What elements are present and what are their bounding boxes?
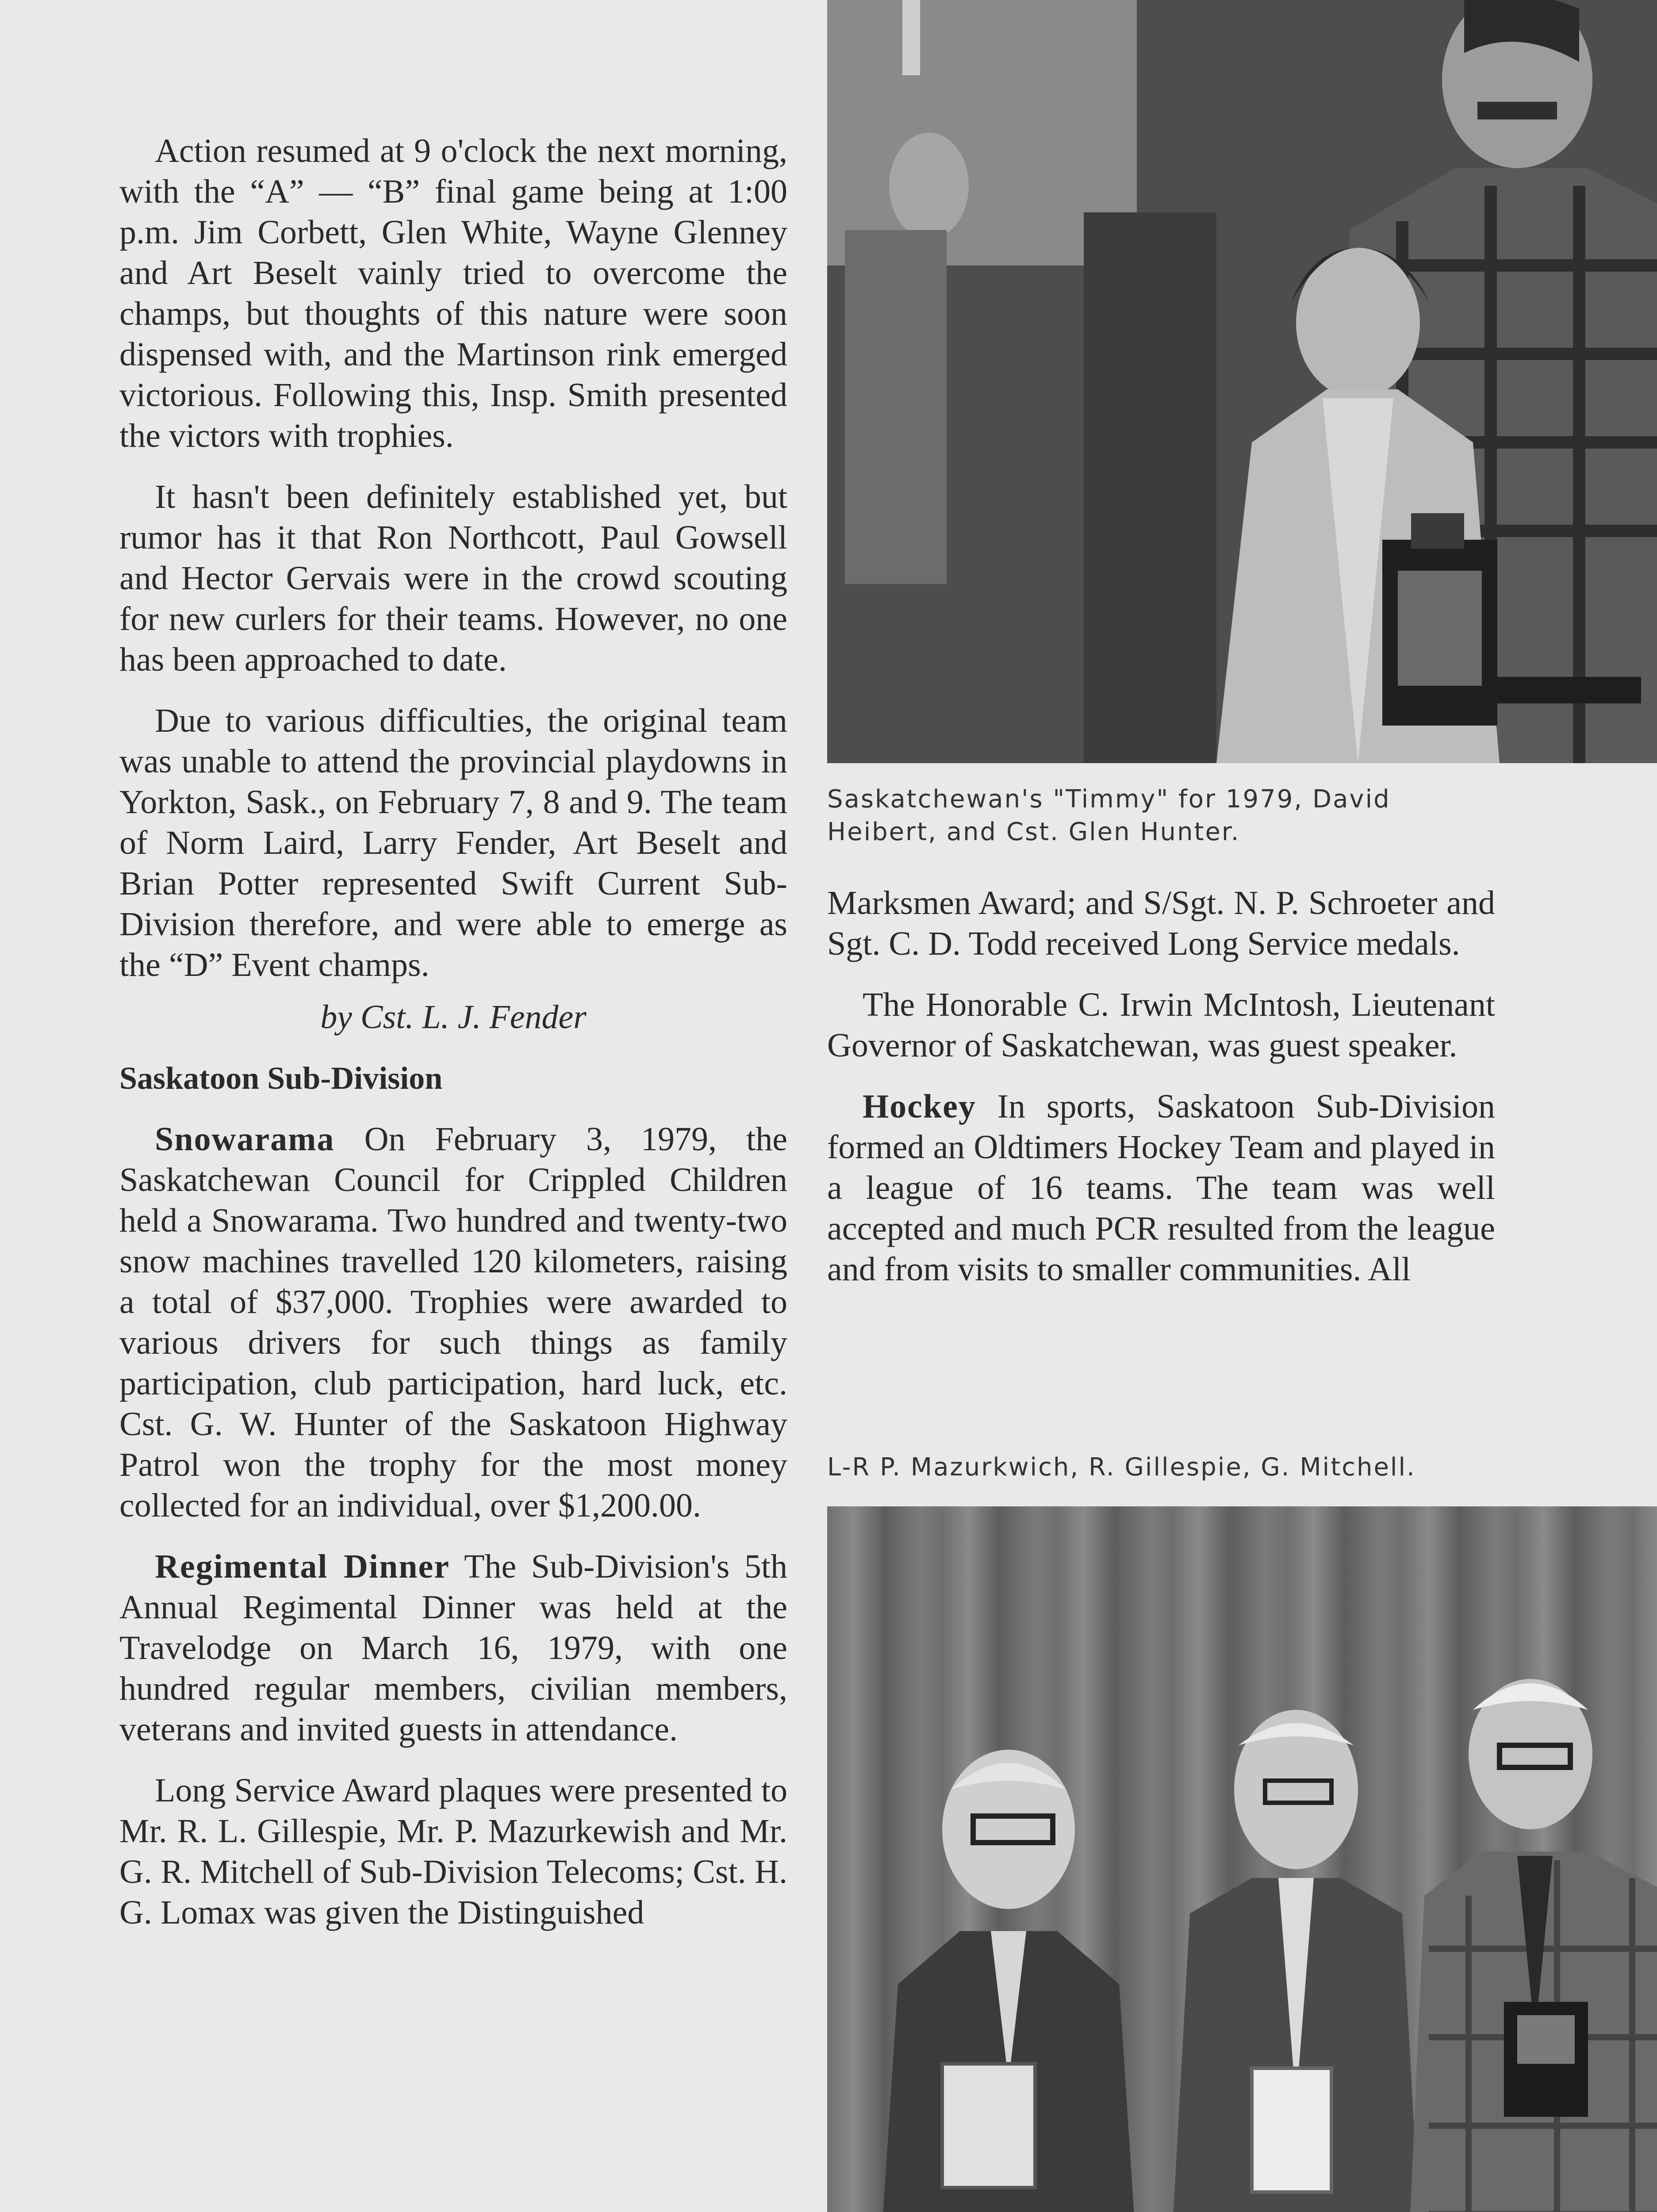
paragraph-body: In sports, Saskatoon Sub-Division formed an Oldtimers Hockey Team and played in a league of 16 teams. The team was well accepted and much PCR resulted from the league and from visits to smaller communities. All xyxy=(827,1088,1495,1288)
right-column xyxy=(827,883,1495,1310)
paragraph: It hasn't been definitely established yet, but rumor has it that Ron Northcott, Paul Gowsell and Hector Gervais were in the crowd scouting for new curlers for their teams. However, no one has been approached to date. xyxy=(119,478,787,678)
paragraph: Marksmen Award; and S/Sgt. N. P. Schroeter and Sgt. C. D. Todd received Long Service medals. xyxy=(827,884,1495,962)
photo-recipients-illustration xyxy=(827,1506,1657,2212)
byline: by Cst. L. J. Fender xyxy=(320,998,587,1036)
paragraph-hockey xyxy=(827,1086,1495,1290)
caption-top: Saskatchewan's "Timmy" for 1979, David Heibert, and Cst. Glen Hunter. xyxy=(827,785,1391,846)
run-in-heading: Regimental Dinner xyxy=(155,1548,450,1585)
paragraph: The Honorable C. Irwin McIntosh, Lieutenant Governor of Saskatchewan, was guest speaker. xyxy=(827,986,1495,1064)
photo-timmy-illustration xyxy=(827,0,1657,763)
left-column xyxy=(119,131,787,1953)
paragraph-body: The Sub-Division's 5th Annual Regimental Dinner was held at the Travelodge on March 16, 1979, with one hundred regular members, civilian members, veterans and invited guests in attendance. xyxy=(119,1548,787,1748)
paragraph: Action resumed at 9 o'clock the next morning, with the “A” — “B” final game being at 1:00 p.m. Jim Corbett, Glen White, Wayne Glenney and Art Beselt vainly tried to overcome the champs, but thoughts of this nature were soon dispensed with, and the Martinson rink emerged victorious. Following this, Insp. Smith presented the victors with trophies. xyxy=(119,132,787,454)
paragraph-body: On February 3, 1979, the Saskatchewan Council for Crippled Children held a Snowarama. Two hundred and twenty-two snow machines travelled 120 kilometers, raising a total of $37,000. Trophies were awarded to various drivers for such things as family participation, club participation, hard luck, etc. Cst. G. W. Hunter of the Saskatoon Highway Patrol won the trophy for the most money collected for an individual, over $1,200.00. xyxy=(119,1121,787,1524)
paragraph-snowarama xyxy=(119,1119,787,1526)
run-in-heading: Hockey xyxy=(863,1088,976,1125)
paragraph-dinner xyxy=(119,1546,787,1750)
run-in-heading: Snowarama xyxy=(155,1121,335,1158)
section-heading: Saskatoon Sub-Division xyxy=(119,1060,443,1096)
caption-bottom: L-R P. Mazurkwich, R. Gillespie, G. Mitchell. xyxy=(827,1453,1416,1482)
photo-timmy-award xyxy=(827,0,1657,763)
paragraph: Long Service Award plaques were presented to Mr. R. L. Gillespie, Mr. P. Mazurkewish and Mr. G. R. Mitchell of Sub-Division Telecoms; Cst. H. G. Lomax was given the Distinguished xyxy=(119,1772,787,1931)
paragraph: Due to various difficulties, the original team was unable to attend the provincial playdowns in Yorkton, Sask., on February 7, 8 and 9. The team of Norm Laird, Larry Fender, Art Beselt and Brian Potter represented Swift Current Sub-Division therefore, and were able to emerge as the “D” Event champs. xyxy=(119,702,787,983)
photo-long-service-recipients xyxy=(827,1506,1657,2212)
